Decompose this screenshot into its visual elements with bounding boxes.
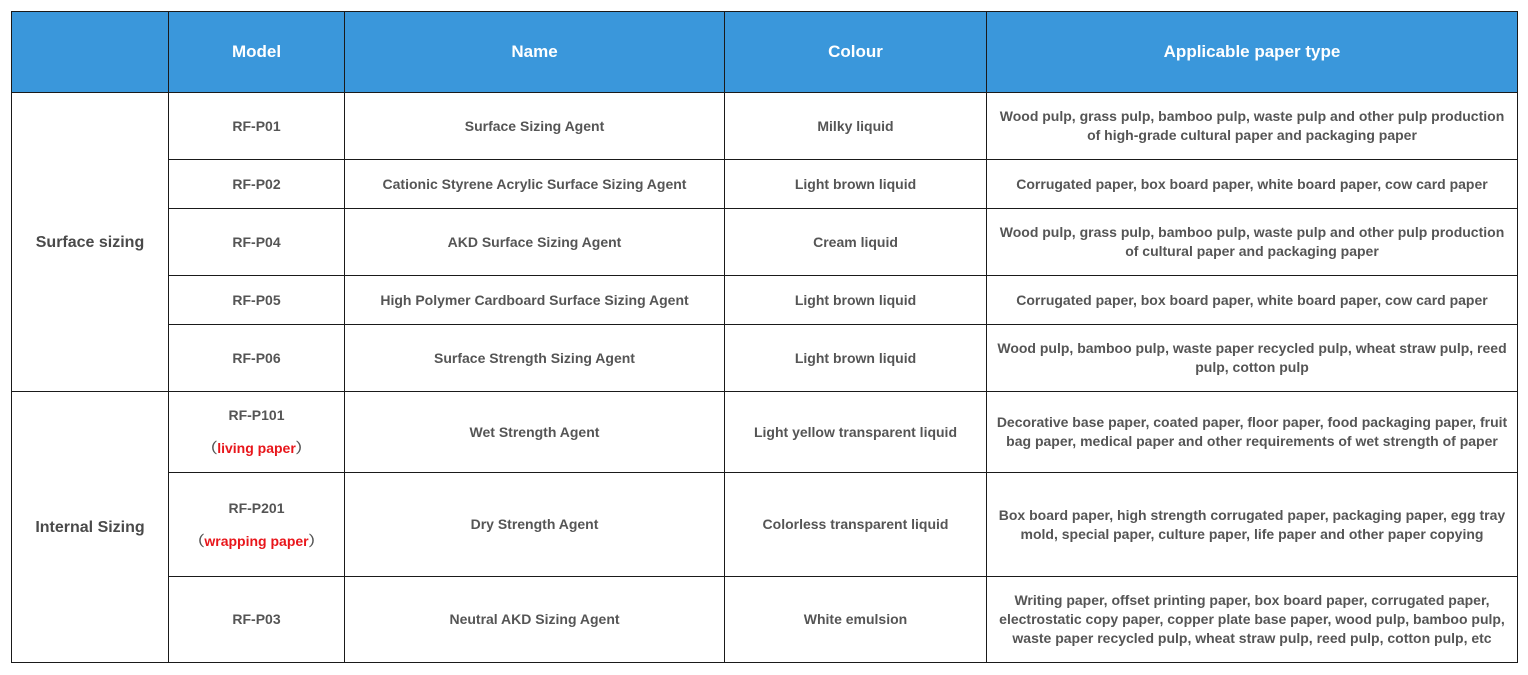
header-paper-type: Applicable paper type: [987, 12, 1518, 93]
model-cell: RF-P02: [169, 160, 345, 209]
name-cell: Neutral AKD Sizing Agent: [345, 577, 725, 663]
colour-cell: Cream liquid: [725, 209, 987, 276]
name-cell: Wet Strength Agent: [345, 392, 725, 473]
paper-type-cell: Corrugated paper, box board paper, white board paper, cow card paper: [987, 160, 1518, 209]
header-name: Name: [345, 12, 725, 93]
model-cell: RF-P05: [169, 276, 345, 325]
table-row: [12, 577, 1518, 663]
note-text: wrapping paper: [204, 532, 309, 549]
note-paren-open: （: [190, 532, 205, 549]
table-header: [12, 12, 1518, 93]
colour-cell: Light brown liquid: [725, 325, 987, 392]
colour-cell: White emulsion: [725, 577, 987, 663]
sizing-agent-table: [11, 11, 1518, 663]
name-cell: Surface Sizing Agent: [345, 93, 725, 160]
model-code: RF-P201: [228, 499, 285, 516]
colour-cell: Milky liquid: [725, 93, 987, 160]
model-cell: [169, 473, 345, 577]
model-cell: [169, 392, 345, 473]
table-row: [12, 473, 1518, 577]
name-cell: Surface Strength Sizing Agent: [345, 325, 725, 392]
product-table-wrapper: [11, 11, 1518, 663]
table-row: [12, 160, 1518, 209]
note-paren-close: ）: [308, 532, 323, 549]
paper-type-cell: Wood pulp, grass pulp, bamboo pulp, waste pulp and other pulp production of high-grade cultural paper and packaging paper: [987, 93, 1518, 160]
paper-type-cell: Decorative base paper, coated paper, floor paper, food packaging paper, fruit bag paper, medical paper and other requirements of wet strength of paper: [987, 392, 1518, 473]
header-row: [12, 12, 1518, 93]
header-blank-cell: [12, 12, 169, 93]
name-cell: AKD Surface Sizing Agent: [345, 209, 725, 276]
paper-type-cell: Wood pulp, grass pulp, bamboo pulp, waste pulp and other pulp production of cultural paper and packaging paper: [987, 209, 1518, 276]
note-paren-open: （: [203, 440, 218, 456]
table-row: [12, 93, 1518, 160]
table-body: [12, 93, 1518, 663]
name-cell: High Polymer Cardboard Surface Sizing Agent: [345, 276, 725, 325]
table-row: [12, 209, 1518, 276]
model-code: RF-P101: [228, 407, 285, 423]
model-cell: RF-P01: [169, 93, 345, 160]
colour-cell: Colorless transparent liquid: [725, 473, 987, 577]
table-row: [12, 325, 1518, 392]
model-note: [175, 439, 338, 458]
table-row: [12, 392, 1518, 473]
header-model: Model: [169, 12, 345, 93]
header-colour: Colour: [725, 12, 987, 93]
name-cell: Cationic Styrene Acrylic Surface Sizing Agent: [345, 160, 725, 209]
colour-cell: Light brown liquid: [725, 276, 987, 325]
model-note: [175, 532, 338, 551]
group-label-surface-sizing: Surface sizing: [12, 93, 169, 392]
model-cell: RF-P06: [169, 325, 345, 392]
model-cell: RF-P04: [169, 209, 345, 276]
group-label-internal-sizing: Internal Sizing: [12, 392, 169, 663]
paper-type-cell: Wood pulp, bamboo pulp, waste paper recycled pulp, wheat straw pulp, reed pulp, cotton pulp: [987, 325, 1518, 392]
note-paren-close: ）: [295, 440, 310, 456]
note-text: living paper: [217, 440, 296, 456]
model-cell: RF-P03: [169, 577, 345, 663]
table-row: [12, 276, 1518, 325]
paper-type-cell: Box board paper, high strength corrugated paper, packaging paper, egg tray mold, special paper, culture paper, life paper and other paper copying: [987, 473, 1518, 577]
paper-type-cell: Corrugated paper, box board paper, white board paper, cow card paper: [987, 276, 1518, 325]
colour-cell: Light brown liquid: [725, 160, 987, 209]
colour-cell: Light yellow transparent liquid: [725, 392, 987, 473]
paper-type-cell: Writing paper, offset printing paper, box board paper, corrugated paper, electrostatic copy paper, copper plate base paper, wood pulp, bamboo pulp, waste paper recycled pulp, wheat straw pulp, reed pulp, cotton pulp, etc: [987, 577, 1518, 663]
name-cell: Dry Strength Agent: [345, 473, 725, 577]
